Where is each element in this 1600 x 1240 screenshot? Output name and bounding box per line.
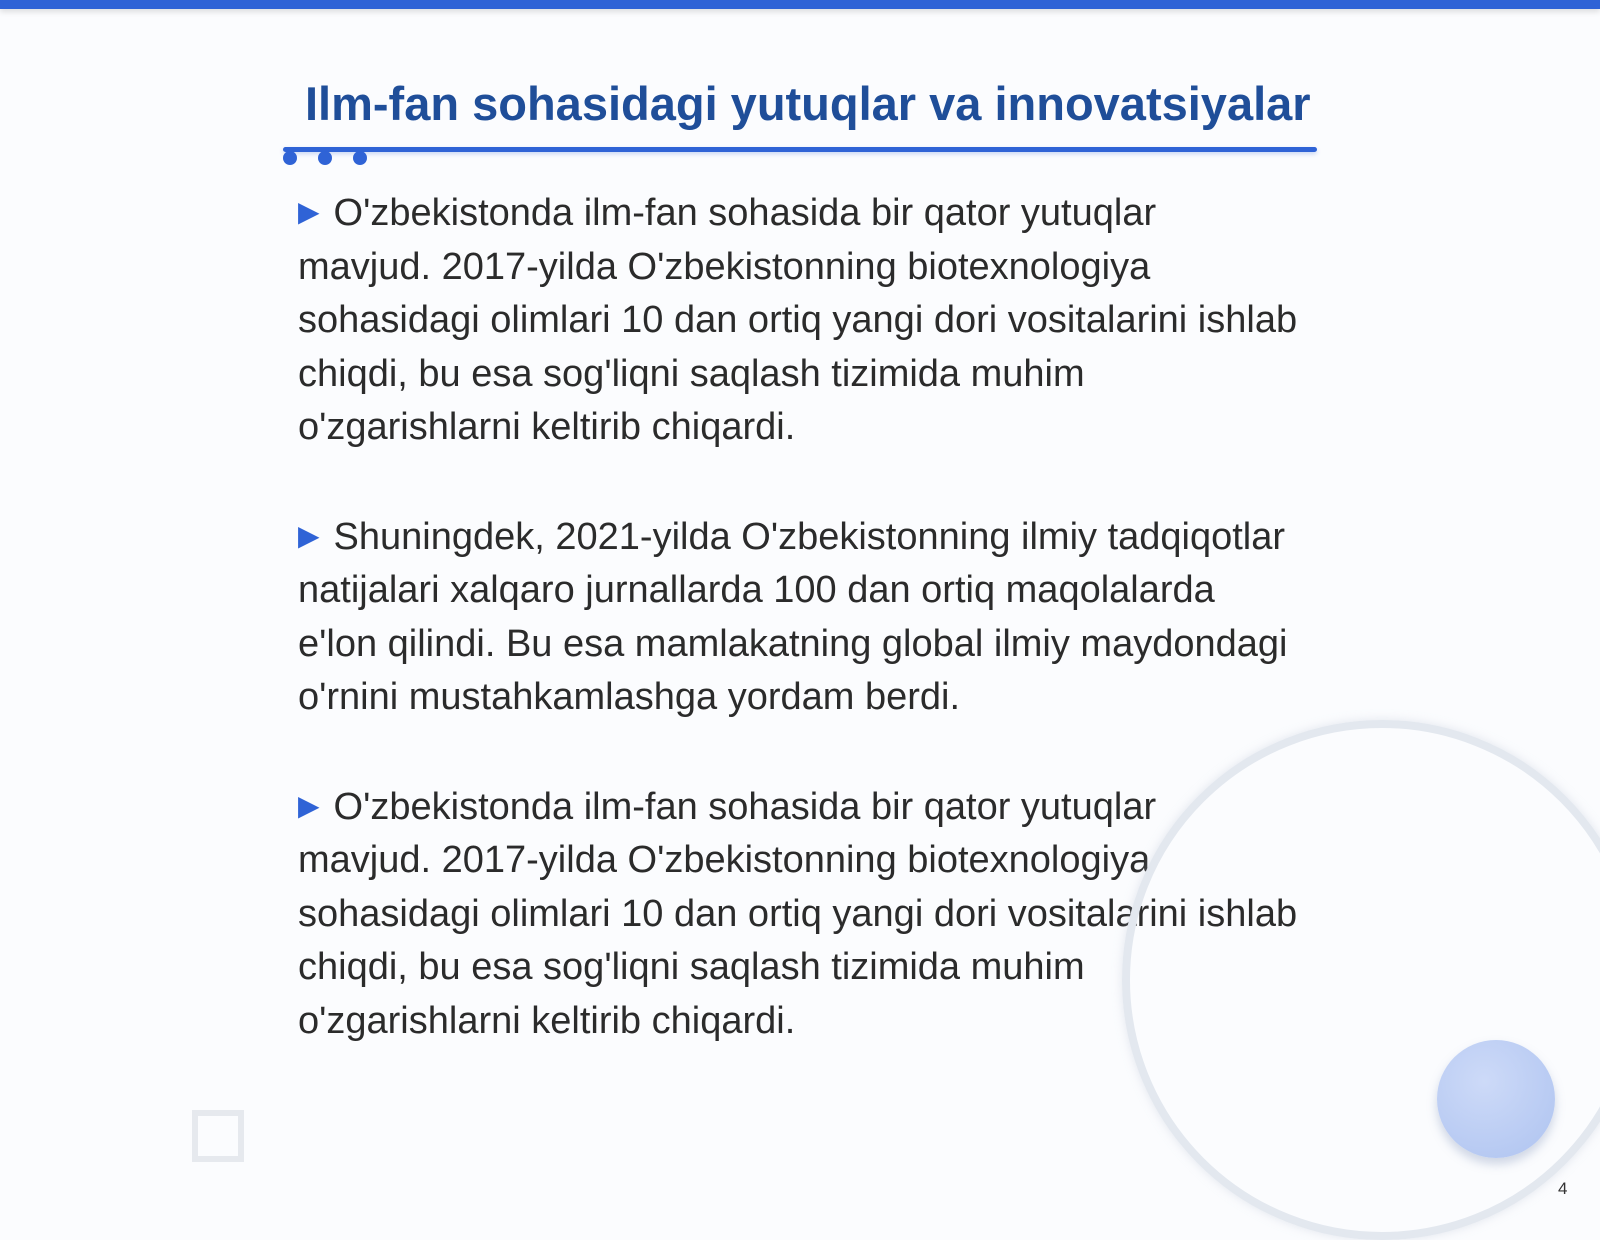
title-dot-3	[353, 151, 367, 165]
triangle-right-icon: ▶	[298, 519, 320, 551]
bullet-item-1	[298, 185, 1298, 455]
top-accent-bar	[0, 0, 1600, 9]
title-underline	[283, 147, 1317, 152]
page-number: 4	[1558, 1179, 1568, 1198]
title-dot-1	[283, 151, 297, 165]
slide-title: Ilm-fan sohasidagi yutuqlar va innovatsiyalar	[305, 77, 1311, 130]
title-dot-2	[318, 151, 332, 165]
triangle-right-icon: ▶	[298, 789, 320, 821]
bullet-item-2	[298, 509, 1298, 725]
bullet-text-1: O'zbekistonda ilm-fan sohasida bir qator yutuqlar mavjud. 2017-yilda O'zbekistonning biotexnologiya sohasidagi olimlari 10 dan ortiq yangi dori vositalarini ishlab chiqdi, bu esa sog'liqni saqlash tizimida muhim o'zgarishlarni keltirib chiqardi.	[298, 192, 1298, 448]
decorative-disc	[1437, 1040, 1555, 1158]
decorative-square	[192, 1110, 244, 1162]
bullet-text-3: O'zbekistonda ilm-fan sohasida bir qator yutuqlar mavjud. 2017-yilda O'zbekistonning biotexnologiya sohasidagi olimlari 10 dan ortiq yangi dori vositalarini ishlab chiqdi, bu esa sog'liqni saqlash tizimida muhim o'zgarishlarni keltirib chiqardi.	[298, 785, 1298, 1042]
bullet-text-2: Shuningdek, 2021-yilda O'zbekistonning ilmiy tadqiqotlar natijalari xalqaro jurnallarda 100 dan ortiq maqolalarda e'lon qilindi. Bu esa mamlakatning global ilmiy maydondagi o'rnini mustahkamlashga yordam berdi.	[298, 515, 1288, 718]
triangle-right-icon: ▶	[298, 196, 320, 227]
